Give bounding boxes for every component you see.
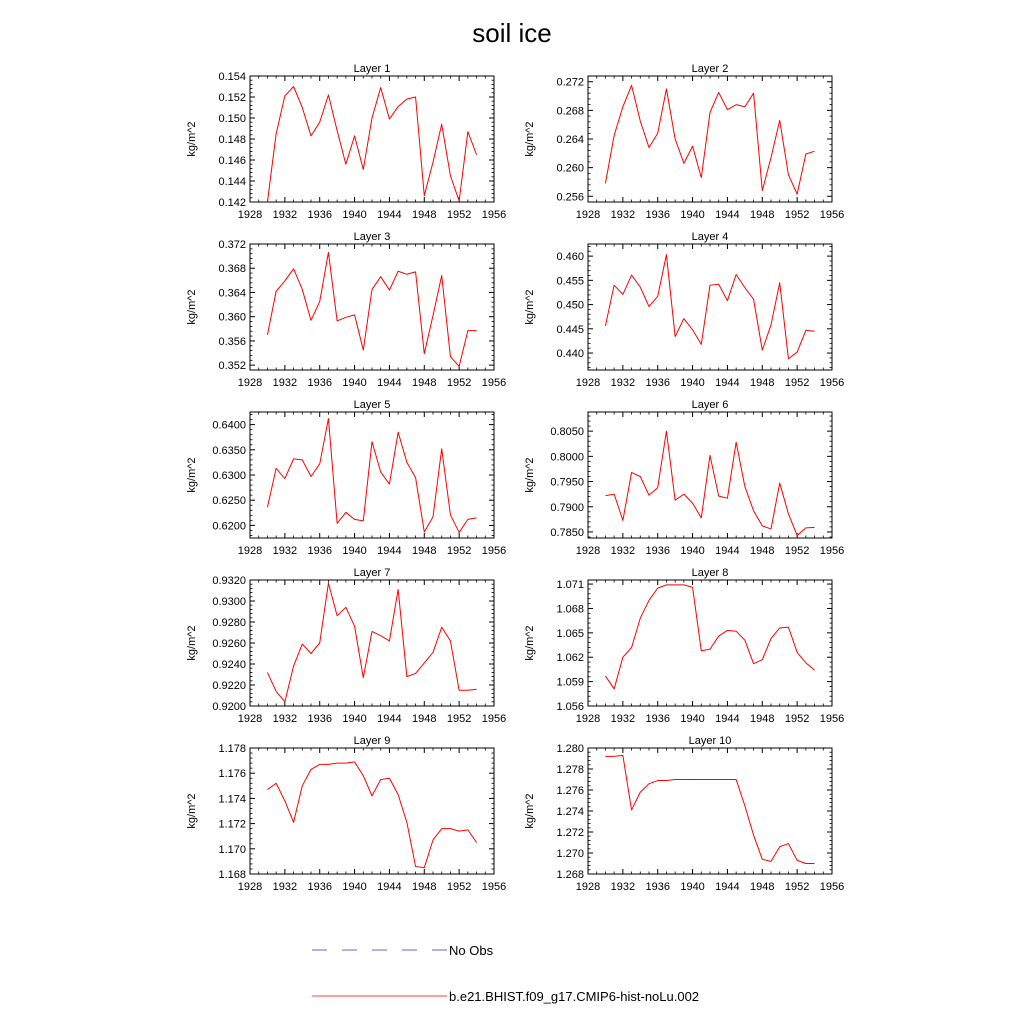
x-tick-label: 1928 <box>575 377 601 389</box>
y-tick-label: 0.450 <box>556 299 584 312</box>
y-tick-label: 1.071 <box>556 579 584 592</box>
y-tick-label: 0.9280 <box>212 617 246 629</box>
y-axis-label: kg/m^2 <box>186 121 198 157</box>
x-tick-label: 1956 <box>819 713 845 725</box>
x-tick-label: 1956 <box>481 377 507 389</box>
y-tick-label: 0.6350 <box>212 444 246 457</box>
y-tick-label: 1.178 <box>218 743 246 755</box>
y-tick-label: 0.8050 <box>550 426 584 439</box>
x-tick-label: 1944 <box>377 545 402 557</box>
y-tick-label: 0.372 <box>218 239 246 251</box>
y-tick-label: 0.8000 <box>550 451 584 464</box>
x-tick-label: 1932 <box>610 377 636 389</box>
x-tick-label: 1928 <box>237 713 263 725</box>
x-tick-label: 1956 <box>819 881 845 893</box>
y-axis-label: kg/m^2 <box>186 625 198 661</box>
y-tick-label: 0.152 <box>218 92 246 104</box>
x-tick-label: 1944 <box>377 713 402 725</box>
y-axis-label: kg/m^2 <box>524 625 536 661</box>
y-axis-label: kg/m^2 <box>186 457 198 493</box>
panel-title: Layer 8 <box>691 567 729 579</box>
y-tick-label: 1.170 <box>218 843 246 856</box>
legend-label-no-obs: No Obs <box>449 943 494 958</box>
y-tick-label: 0.9200 <box>212 701 246 713</box>
y-tick-label: 1.168 <box>218 869 246 881</box>
x-tick-label: 1940 <box>680 377 705 389</box>
y-tick-label: 1.176 <box>218 768 246 781</box>
x-tick-label: 1956 <box>481 545 507 557</box>
panel-title: Layer 10 <box>688 735 732 747</box>
x-tick-label: 1936 <box>645 713 670 725</box>
y-tick-label: 0.272 <box>556 76 584 89</box>
x-tick-label: 1940 <box>680 209 705 221</box>
panel-layer-1 <box>186 63 506 221</box>
x-tick-label: 1940 <box>342 209 367 221</box>
y-tick-label: 0.256 <box>556 191 584 204</box>
y-tick-label: 0.146 <box>218 155 246 167</box>
series-line-layer-7 <box>267 583 476 702</box>
x-tick-label: 1940 <box>342 881 367 893</box>
legend-entry-model-run <box>312 989 699 1004</box>
x-tick-label: 1948 <box>412 713 437 725</box>
panel-title: Layer 5 <box>353 399 391 411</box>
series-line-layer-9 <box>267 762 476 868</box>
x-tick-label: 1936 <box>645 881 670 893</box>
y-tick-label: 0.268 <box>556 105 584 118</box>
series-line-layer-3 <box>267 252 476 366</box>
x-tick-label: 1944 <box>715 209 740 221</box>
y-tick-label: 0.144 <box>218 176 246 188</box>
y-tick-label: 1.056 <box>556 701 584 713</box>
y-tick-label: 1.059 <box>556 676 584 689</box>
x-tick-label: 1944 <box>715 377 740 389</box>
panel-title: Layer 3 <box>353 231 391 243</box>
y-tick-label: 0.352 <box>218 360 246 373</box>
x-tick-label: 1948 <box>750 545 775 557</box>
y-tick-label: 1.276 <box>556 785 584 797</box>
y-tick-label: 1.268 <box>556 869 584 881</box>
x-tick-label: 1932 <box>610 545 636 557</box>
y-tick-label: 0.6300 <box>212 470 246 482</box>
x-tick-label: 1940 <box>342 713 367 725</box>
series-line-layer-6 <box>605 431 814 535</box>
y-tick-label: 0.9300 <box>212 596 246 608</box>
panel-grid <box>186 63 844 893</box>
y-tick-label: 1.174 <box>218 793 246 806</box>
x-tick-label: 1948 <box>412 881 437 893</box>
legend-entry-no-obs <box>312 943 494 958</box>
legend-label-model-run: b.e21.BHIST.f09_g17.CMIP6-hist-noLu.002 <box>449 989 700 1004</box>
figure-title: soil ice <box>472 18 552 48</box>
y-tick-label: 1.068 <box>556 603 584 616</box>
y-tick-label: 0.6400 <box>212 419 246 432</box>
y-tick-label: 0.154 <box>218 71 246 83</box>
x-tick-label: 1936 <box>307 881 332 893</box>
panel-title: Layer 1 <box>353 63 391 75</box>
x-tick-label: 1948 <box>412 545 437 557</box>
y-tick-label: 0.356 <box>218 335 246 348</box>
x-tick-label: 1932 <box>610 713 636 725</box>
panel-layer-4 <box>524 231 844 389</box>
x-tick-label: 1932 <box>272 377 298 389</box>
y-axis-label: kg/m^2 <box>524 121 536 157</box>
panel-layer-2 <box>524 63 844 221</box>
y-tick-label: 1.272 <box>556 827 584 839</box>
y-tick-label: 0.142 <box>218 197 246 209</box>
x-tick-label: 1952 <box>784 377 810 389</box>
plot-frame <box>588 580 832 706</box>
y-tick-label: 0.455 <box>556 275 584 288</box>
legend <box>312 943 699 1004</box>
plot-frame <box>250 748 494 874</box>
plot-frame <box>250 244 494 370</box>
x-tick-label: 1948 <box>412 209 437 221</box>
x-tick-label: 1932 <box>610 209 636 221</box>
x-tick-label: 1948 <box>750 881 775 893</box>
y-axis-label: kg/m^2 <box>186 289 198 325</box>
x-tick-label: 1932 <box>272 713 298 725</box>
x-tick-label: 1928 <box>237 881 263 893</box>
x-tick-label: 1944 <box>715 881 740 893</box>
x-tick-label: 1948 <box>750 377 775 389</box>
x-tick-label: 1932 <box>272 881 298 893</box>
y-tick-label: 0.148 <box>218 134 246 146</box>
x-tick-label: 1948 <box>750 209 775 221</box>
x-tick-label: 1936 <box>307 713 332 725</box>
x-tick-label: 1956 <box>819 377 845 389</box>
x-tick-label: 1948 <box>750 713 775 725</box>
series-line-layer-8 <box>605 585 814 689</box>
x-tick-label: 1928 <box>237 209 263 221</box>
panel-title: Layer 7 <box>353 567 391 579</box>
x-tick-label: 1944 <box>377 209 402 221</box>
y-axis-label: kg/m^2 <box>186 793 198 829</box>
x-tick-label: 1936 <box>645 377 670 389</box>
x-tick-label: 1932 <box>610 881 636 893</box>
y-tick-label: 0.7950 <box>550 476 584 489</box>
x-tick-label: 1936 <box>645 545 670 557</box>
x-tick-label: 1928 <box>237 545 263 557</box>
y-axis-label: kg/m^2 <box>524 289 536 325</box>
plot-frame <box>588 412 832 538</box>
x-tick-label: 1956 <box>819 209 845 221</box>
x-tick-label: 1936 <box>307 209 332 221</box>
x-tick-label: 1928 <box>575 545 601 557</box>
panel-layer-7 <box>186 567 506 725</box>
x-tick-label: 1936 <box>307 545 332 557</box>
y-tick-label: 0.9220 <box>212 680 246 692</box>
y-tick-label: 0.445 <box>556 323 584 336</box>
x-tick-label: 1948 <box>412 377 437 389</box>
x-tick-label: 1936 <box>307 377 332 389</box>
panel-title: Layer 4 <box>691 231 729 243</box>
y-axis-label: kg/m^2 <box>524 457 536 493</box>
y-axis-label: kg/m^2 <box>524 793 536 829</box>
y-tick-label: 1.065 <box>556 627 584 640</box>
x-tick-label: 1928 <box>237 377 263 389</box>
y-tick-label: 0.368 <box>218 263 246 276</box>
x-tick-label: 1952 <box>446 209 472 221</box>
y-tick-label: 0.7900 <box>550 501 584 514</box>
y-tick-label: 1.062 <box>556 652 584 665</box>
x-tick-label: 1940 <box>342 545 367 557</box>
x-tick-label: 1956 <box>819 545 845 557</box>
x-tick-label: 1952 <box>784 209 810 221</box>
plot-frame <box>588 76 832 202</box>
x-tick-label: 1928 <box>575 209 601 221</box>
x-tick-label: 1952 <box>446 881 472 893</box>
x-tick-label: 1956 <box>481 881 507 893</box>
plot-frame <box>250 76 494 202</box>
y-tick-label: 0.150 <box>218 113 246 125</box>
panel-layer-8 <box>524 567 844 725</box>
y-tick-label: 0.9320 <box>212 575 246 587</box>
y-tick-label: 1.172 <box>218 818 246 831</box>
y-tick-label: 1.278 <box>556 764 584 776</box>
plot-frame <box>250 580 494 706</box>
x-tick-label: 1940 <box>680 881 705 893</box>
y-tick-label: 0.364 <box>218 287 246 300</box>
y-tick-label: 0.9260 <box>212 638 246 650</box>
panel-layer-9 <box>186 735 506 893</box>
panel-layer-10 <box>524 735 844 893</box>
x-tick-label: 1944 <box>377 377 402 389</box>
y-tick-label: 0.260 <box>556 162 584 175</box>
x-tick-label: 1952 <box>784 545 810 557</box>
x-tick-label: 1940 <box>342 377 367 389</box>
panel-layer-5 <box>186 399 506 557</box>
x-tick-label: 1932 <box>272 209 298 221</box>
x-tick-label: 1952 <box>446 545 472 557</box>
panel-layer-3 <box>186 231 506 389</box>
y-tick-label: 0.440 <box>556 348 584 361</box>
y-tick-label: 0.9240 <box>212 659 246 671</box>
x-tick-label: 1952 <box>784 881 810 893</box>
panel-layer-6 <box>524 399 844 557</box>
y-tick-label: 0.6200 <box>212 520 246 533</box>
series-line-layer-5 <box>267 419 476 533</box>
y-tick-label: 0.6250 <box>212 495 246 508</box>
series-line-layer-1 <box>267 87 476 203</box>
x-tick-label: 1944 <box>715 713 740 725</box>
y-tick-label: 0.264 <box>556 134 584 146</box>
x-tick-label: 1952 <box>446 713 472 725</box>
panel-title: Layer 6 <box>691 399 729 411</box>
plot-frame <box>588 244 832 370</box>
x-tick-label: 1940 <box>680 713 705 725</box>
x-tick-label: 1928 <box>575 881 601 893</box>
y-tick-label: 1.280 <box>556 743 584 755</box>
panel-title: Layer 9 <box>353 735 391 747</box>
series-line-layer-10 <box>605 755 814 863</box>
panel-title: Layer 2 <box>691 63 729 75</box>
x-tick-label: 1928 <box>575 713 601 725</box>
y-tick-label: 0.460 <box>556 251 584 264</box>
x-tick-label: 1936 <box>645 209 670 221</box>
x-tick-label: 1952 <box>446 377 472 389</box>
series-line-layer-2 <box>605 85 814 194</box>
y-tick-label: 1.274 <box>556 806 584 818</box>
y-tick-label: 0.7850 <box>550 526 584 539</box>
x-tick-label: 1956 <box>481 713 507 725</box>
y-tick-label: 0.360 <box>218 311 246 324</box>
x-tick-label: 1940 <box>680 545 705 557</box>
x-tick-label: 1952 <box>784 713 810 725</box>
x-tick-label: 1932 <box>272 545 298 557</box>
y-tick-label: 1.270 <box>556 848 584 860</box>
series-line-layer-4 <box>605 255 814 359</box>
x-tick-label: 1944 <box>715 545 740 557</box>
x-tick-label: 1956 <box>481 209 507 221</box>
x-tick-label: 1944 <box>377 881 402 893</box>
